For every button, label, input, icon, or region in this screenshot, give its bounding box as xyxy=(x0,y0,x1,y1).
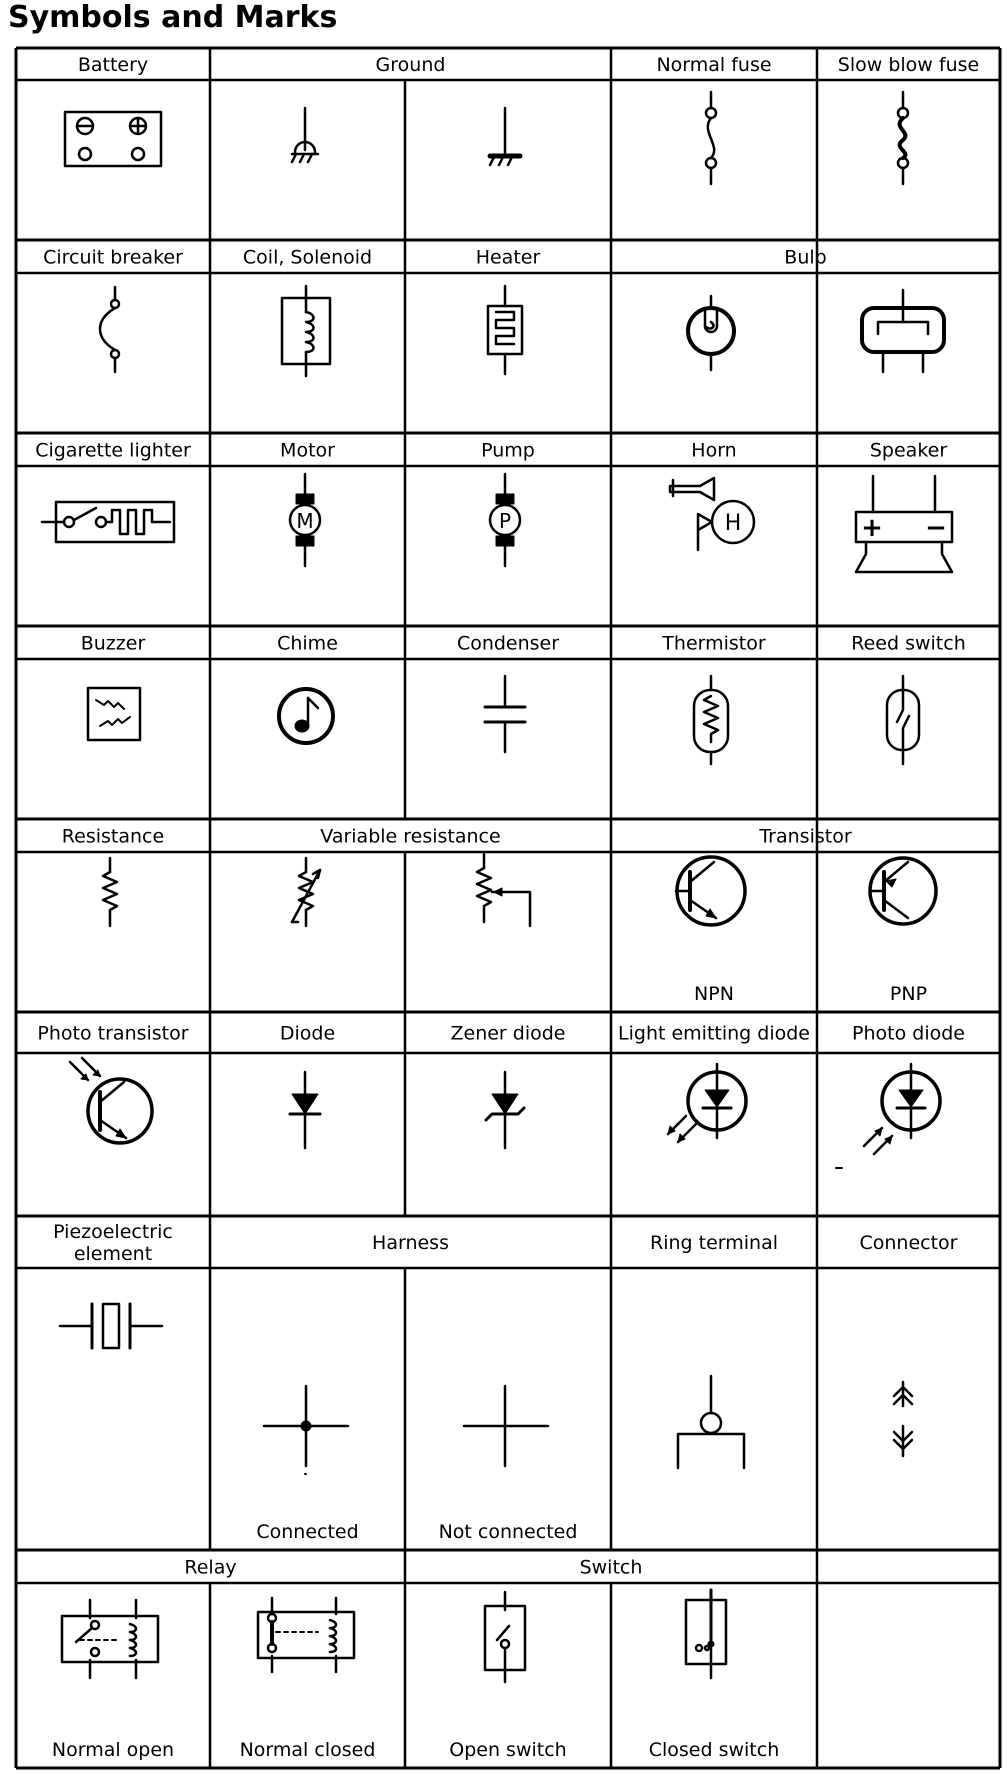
header-ground: Ground xyxy=(375,54,446,76)
chime-symbol xyxy=(279,689,333,743)
horn-letter: H xyxy=(724,511,742,536)
horn-symbol xyxy=(670,478,754,550)
ground-symbol-2 xyxy=(490,108,520,165)
chime-note-head xyxy=(295,720,309,732)
zener-diode-symbol xyxy=(486,1072,524,1148)
variable-resistance-symbol-2 xyxy=(477,854,530,926)
speaker-minus: − xyxy=(925,513,947,543)
ring-terminal-symbol xyxy=(678,1376,744,1468)
header-transistor: Transistor xyxy=(759,825,852,848)
header-diode: Diode xyxy=(279,1022,336,1045)
light-emitting-diode-symbol xyxy=(668,1064,746,1142)
header-bulb: Bulb xyxy=(784,246,827,269)
header-normal-fuse: Normal fuse xyxy=(656,54,772,76)
header-heater: Heater xyxy=(475,246,541,269)
header-variable-resistance: Variable resistance xyxy=(320,825,501,848)
reed-switch-symbol xyxy=(887,676,919,764)
normal-fuse-symbol xyxy=(706,92,716,184)
header-pump: Pump xyxy=(481,439,535,462)
npn-transistor-symbol xyxy=(676,857,745,925)
pnp-transistor-symbol xyxy=(870,858,936,924)
header-condenser: Condenser xyxy=(456,632,560,655)
header-light-emitting-diode: Light emitting diode xyxy=(618,1022,810,1045)
caption-normal-closed: Normal closed xyxy=(239,1739,376,1761)
caption-npn: NPN xyxy=(694,983,734,1005)
header-piezoelectric-line1: Piezoelectric xyxy=(53,1221,173,1243)
header-harness: Harness xyxy=(372,1232,449,1254)
thermistor-symbol xyxy=(694,676,728,764)
caption-connected: Connected xyxy=(256,1521,359,1543)
battery-symbol xyxy=(65,112,161,166)
slow-blow-fuse-symbol xyxy=(898,92,908,184)
header-battery: Battery xyxy=(77,54,149,76)
caption-closed-switch: Closed switch xyxy=(648,1739,780,1761)
header-relay: Relay xyxy=(184,1556,237,1579)
header-coil-solenoid: Coil, Solenoid xyxy=(242,246,373,269)
heater-symbol xyxy=(488,286,522,374)
condenser-symbol xyxy=(485,676,525,752)
harness-not-connected-symbol xyxy=(464,1386,548,1466)
variable-resistance-symbol-1 xyxy=(292,858,320,926)
header-ring-terminal: Ring terminal xyxy=(650,1232,778,1254)
photo-transistor-symbol xyxy=(70,1058,152,1143)
header-slow-blow-fuse: Slow blow fuse xyxy=(837,54,980,76)
harness-connected-symbol xyxy=(264,1386,348,1474)
relay-normal-closed-symbol xyxy=(258,1598,354,1672)
page-title: Symbols and Marks xyxy=(8,0,338,35)
header-reed-switch: Reed switch xyxy=(851,632,966,655)
connector-symbol xyxy=(894,1382,912,1456)
header-photo-diode: Photo diode xyxy=(852,1022,965,1045)
cigarette-lighter-symbol xyxy=(42,502,174,542)
header-cigarette-lighter: Cigarette lighter xyxy=(35,439,191,462)
header-piezoelectric-line2: element xyxy=(73,1243,153,1265)
header-motor: Motor xyxy=(280,439,335,462)
header-photo-transistor: Photo transistor xyxy=(37,1022,189,1045)
caption-normal-open: Normal open xyxy=(51,1739,175,1761)
header-horn: Horn xyxy=(691,439,737,462)
header-circuit-breaker: Circuit breaker xyxy=(43,246,183,269)
header-chime: Chime xyxy=(277,632,338,655)
circuit-breaker-symbol xyxy=(100,287,119,372)
header-zener-diode: Zener diode xyxy=(450,1022,566,1045)
open-switch-symbol xyxy=(485,1592,525,1682)
closed-switch-symbol xyxy=(686,1590,726,1678)
diode-symbol xyxy=(290,1072,320,1148)
header-switch: Switch xyxy=(579,1556,643,1579)
buzzer-symbol xyxy=(88,688,140,740)
caption-pnp: PNP xyxy=(889,983,928,1005)
table-labels xyxy=(35,54,979,1761)
bulb-symbol-1 xyxy=(688,296,734,370)
bulb-symbol-2 xyxy=(862,290,944,372)
caption-open-switch: Open switch xyxy=(449,1739,567,1761)
coil-solenoid-symbol xyxy=(282,286,330,376)
header-speaker: Speaker xyxy=(869,439,948,462)
piezoelectric-element-symbol xyxy=(60,1304,162,1348)
relay-normal-open-symbol xyxy=(62,1600,158,1678)
header-thermistor: Thermistor xyxy=(662,632,766,655)
caption-not-connected: Not connected xyxy=(438,1521,578,1543)
header-buzzer: Buzzer xyxy=(80,632,146,655)
header-connector: Connector xyxy=(859,1232,958,1254)
ground-symbol-1 xyxy=(292,108,318,162)
resistance-symbol xyxy=(103,858,117,926)
pump-letter: P xyxy=(498,509,512,533)
photo-diode-symbol xyxy=(836,1064,940,1168)
header-resistance: Resistance xyxy=(61,825,165,848)
motor-letter: M xyxy=(296,509,314,533)
speaker-plus: + xyxy=(861,513,883,543)
